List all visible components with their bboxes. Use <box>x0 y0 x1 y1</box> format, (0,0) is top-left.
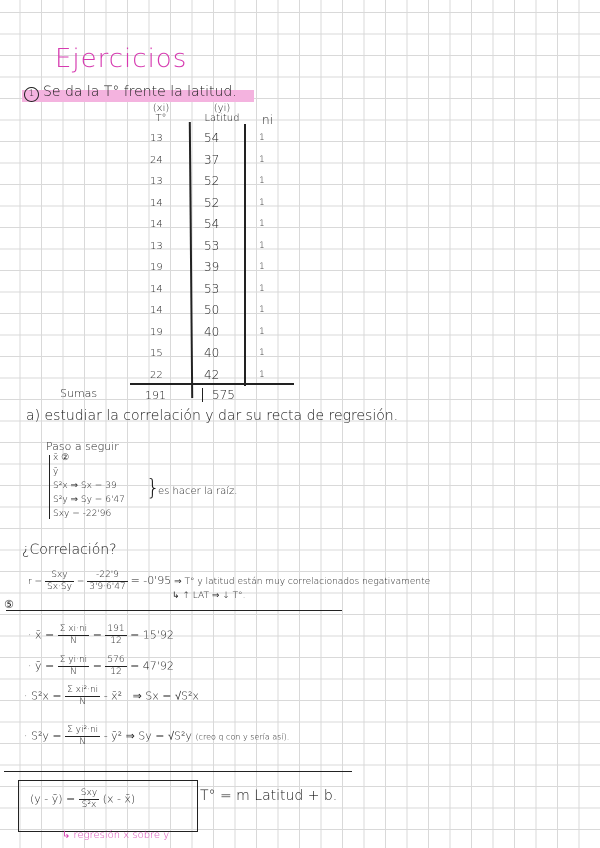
brace-note: es hacer la raíz. <box>158 486 238 497</box>
cell-n: 1 <box>259 348 265 358</box>
cell-n: 1 <box>259 240 265 251</box>
cell-n: 1 <box>259 305 265 315</box>
cell-n: 1 <box>259 326 265 337</box>
cell-n: 1 <box>259 133 265 143</box>
cell-n: 1 <box>259 283 265 294</box>
cell-x: 15 <box>150 348 163 359</box>
xbar-formula: · x̄ = $\frac{\text{Σ xi·ni}}{N}$ = $\frac{191}{12}$ = 15'92 <box>28 624 174 646</box>
correlation-arrow-note: ↳ ↑ LAT ⇒ ↓ T°. <box>172 591 246 601</box>
table-divider-right <box>244 124 246 386</box>
sums-label: Sumas <box>60 387 98 400</box>
divider-line-2 <box>4 771 352 772</box>
cell-y: 42 <box>204 367 220 382</box>
part-a-label: a) estudiar la correlación y dar su recta de regresión. <box>26 408 399 424</box>
step-item: x̄ ② <box>53 453 70 463</box>
cell-x: 19 <box>150 326 163 338</box>
step-item: ȳ <box>53 467 59 477</box>
cell-n: 1 <box>259 262 265 272</box>
exercise-statement <box>24 84 237 102</box>
cell-n: 1 <box>259 154 265 165</box>
cell-x: 13 <box>150 240 163 252</box>
sum-separator <box>202 388 203 402</box>
cell-x: 14 <box>150 219 163 230</box>
step-item: S²x ⇒ Sx = 39 <box>53 481 117 491</box>
cell-x: 14 <box>150 197 163 209</box>
cell-n: 1 <box>259 369 265 380</box>
page-title: Ejercicios <box>55 44 188 74</box>
cell-y: 40 <box>204 324 220 339</box>
cell-y: 50 <box>204 303 220 317</box>
cell-y: 53 <box>204 281 220 296</box>
cell-y: 52 <box>204 195 220 210</box>
ybar-formula: · ȳ = $\frac{\text{Σ yi·ni}}{N}$ = $\frac{576}{12}$ = 47'92 <box>28 655 174 677</box>
cell-y: 39 <box>204 260 220 274</box>
steps-title: Paso a seguir <box>46 440 119 453</box>
table-sum-line <box>130 383 294 385</box>
step-item: S²y ⇒ Sy = 6'47 <box>53 495 125 505</box>
cell-x: 19 <box>150 262 163 273</box>
cell-n: 1 <box>259 219 265 229</box>
formulas-marker: ⑤ <box>4 598 14 611</box>
correlation-title: ¿Correlación? <box>22 542 117 558</box>
exercise-number: 1 <box>24 87 39 102</box>
cell-x: 24 <box>150 154 163 166</box>
cell-x: 13 <box>150 176 163 187</box>
col-n-header: ni <box>262 113 273 127</box>
cell-x: 13 <box>150 133 163 144</box>
brace: } <box>146 476 160 501</box>
table-divider-left <box>189 122 193 398</box>
cell-y: 53 <box>204 238 220 253</box>
cell-n: 1 <box>259 176 265 186</box>
cell-y: 40 <box>204 346 220 360</box>
s2x-formula: · S²x = $\frac{\text{Σ xi²·ni}}{N}$ - x̄² ⇒ Sx = √S²x <box>24 685 199 707</box>
correlation-formula: r = $\frac{\text{Sxy}}{Sx\cdot Sy}$ = $\frac{-22'9}{3'9\cdot 6'47}$ = -0'95 ⇒ T° y latitud están muy correlacionados negativamente <box>28 570 431 592</box>
step-item: Sxy = -22'96 <box>53 509 112 519</box>
cell-y: 54 <box>204 131 220 145</box>
sum-y: 575 <box>212 388 235 402</box>
cell-x: 14 <box>150 305 163 316</box>
regression-model: T° = m Latitud + b. <box>200 788 338 804</box>
steps-bracket <box>49 455 50 519</box>
cell-y: 54 <box>204 217 220 231</box>
cell-x: 22 <box>150 369 163 381</box>
cell-y: 52 <box>204 174 220 188</box>
s2y-formula: · S²y = $\frac{\text{Σ yi²·ni}}{N}$ - ȳ² ⇒ Sy = √S²y (creo q con y sería así). <box>24 725 290 747</box>
col-y-header: (yi) Latitud <box>204 103 240 124</box>
sum-x: 191 <box>145 389 166 402</box>
regression-caption: ↳ regresión x sobre y <box>62 830 170 841</box>
divider-line-1 <box>6 610 342 611</box>
exercise-statement-text: Se da la T° frente la latitud. <box>43 84 237 100</box>
cell-n: 1 <box>259 197 265 208</box>
cell-x: 14 <box>150 283 163 295</box>
regression-formula: (y - ȳ) = $\frac{\text{Sxy}}{\text{S²x}}$ (x - x̄) <box>30 788 136 810</box>
col-x-header: (xi) T° <box>152 103 170 124</box>
cell-y: 37 <box>204 152 220 167</box>
